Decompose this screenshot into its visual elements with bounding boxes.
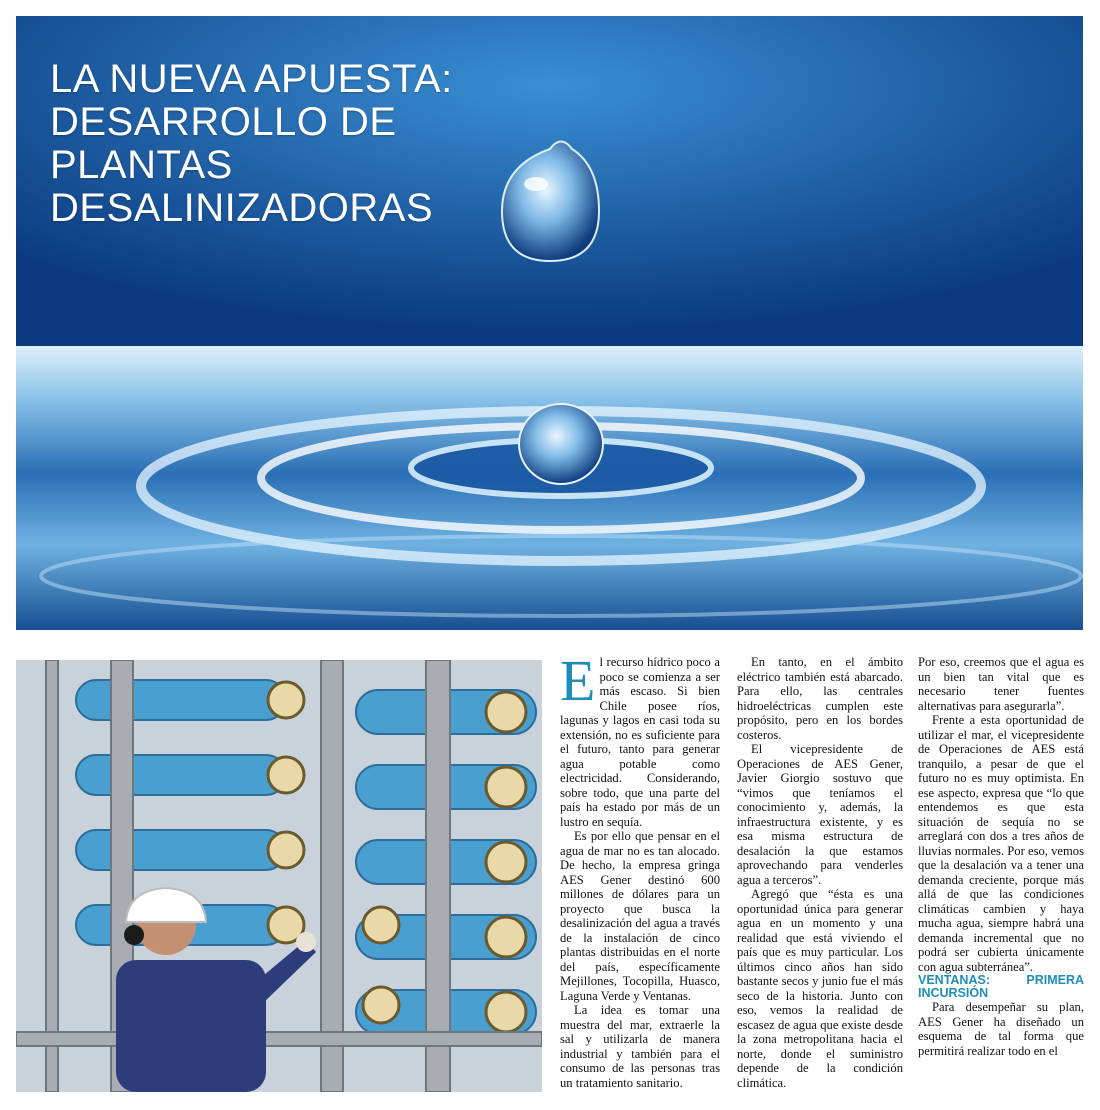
headline-line-1: LA NUEVA APUESTA:: [50, 57, 453, 101]
ear-protection-icon: [124, 925, 144, 945]
article-column-1: [560, 648, 720, 1090]
col1-paragraph-1: El recurso hídrico poco a poco se comienza a ser más escaso. Si bien Chile posee ríos, lagunas y lagos en casi toda su extensión, no es suficiente para el futuro, tanto para generar agua potable como electricidad. Considerando, sobre todo, que una parte del país ha estado por más de un lustro en sequía.: [560, 648, 720, 829]
headline: [50, 58, 453, 230]
col3-paragraph-3: Para desempeñar su plan, AES Gener ha diseñado un esquema de tal forma que permitirá realizar todo en el: [918, 1000, 1084, 1058]
drop-highlight: [524, 177, 548, 191]
photo-desalination-plant: [16, 660, 542, 1092]
col2-paragraph-3: Agregó que “ésta es una oportunidad única para generar agua en un momento y una realidad que está viviendo el país que es muy particular. Los últimos cinco años han sido bastante secos y junio fue el más seco de la historia. Junto con eso, vemos la realidad de escasez de agua que existe desde la zona metropolitana hacia el norte, donde el suministro depende de la condición climática.: [737, 887, 903, 1090]
article-column-3: [918, 655, 1084, 1058]
col1-paragraph-2: Es por ello que pensar en el agua de mar no es tan alocado. De hecho, la empresa gringa AES Gener destinó 600 millones de dólares para un proyecto que busca la desalinización del agua a través de la instalación de cinco plantas distribuidas en el norte del país, específicamente Mejillones, Tocopilla, Huasco, Laguna Verde y Ventanas.: [560, 829, 720, 1003]
drop-cap: E: [560, 648, 596, 713]
plant-illustration: [16, 660, 542, 1092]
col1-paragraph-3: La idea es tomar una muestra del mar, extraerle la sal y utilizarla de manera industrial y también para el consumo de las personas tras un tratamiento sanitario.: [560, 1003, 720, 1090]
section-subhead: VENTANAS: PRIMERA INCURSIÓN: [918, 973, 1084, 1000]
hero-image-water-drop: [16, 16, 1083, 630]
col2-paragraph-2: El vicepresidente de Operaciones de AES Gener, Javier Giorgio sostuvo que “vimos que teníamos el conocimiento y, además, la infraestructura existente, y es esa misma estructura de desalación la que estamos aprovechando para venderles agua a terceros”.: [737, 742, 903, 887]
col3-paragraph-1: Por eso, creemos que el agua es un bien tan vital que es necesario tener fuentes alternativas para asegurarla”.: [918, 655, 1084, 713]
article-column-2: [737, 655, 903, 1090]
splash-droplet: [519, 404, 603, 484]
col2-paragraph-1: En tanto, en el ámbito eléctrico también está abarcado. Para ello, las centrales hidroeléctricas cumplen este propósito, pero en los bordes costeros.: [737, 655, 903, 742]
headline-line-2: DESARROLLO DE: [50, 100, 397, 144]
headline-line-4: DESALINIZADORAS: [50, 186, 434, 230]
col3-paragraph-2: Frente a esta oportunidad de utilizar el mar, el vicepresidente de Operaciones de AES está tranquilo, a pesar de que el futuro no es muy optimista. En ese aspecto, expresa que “lo que entendemos es que esta situación de sequía no se arreglará con dos a tres años de lluvias normales. Por eso, vemos que la desalación va a tener una demanda creciente, porque más allá de que las condiciones climáticas cambien y haya mucha agua, siempre habrá una demanda incremental que no podrá ser cubierta únicamente con agua subterránea”.: [918, 713, 1084, 974]
headline-line-3: PLANTAS: [50, 143, 233, 187]
